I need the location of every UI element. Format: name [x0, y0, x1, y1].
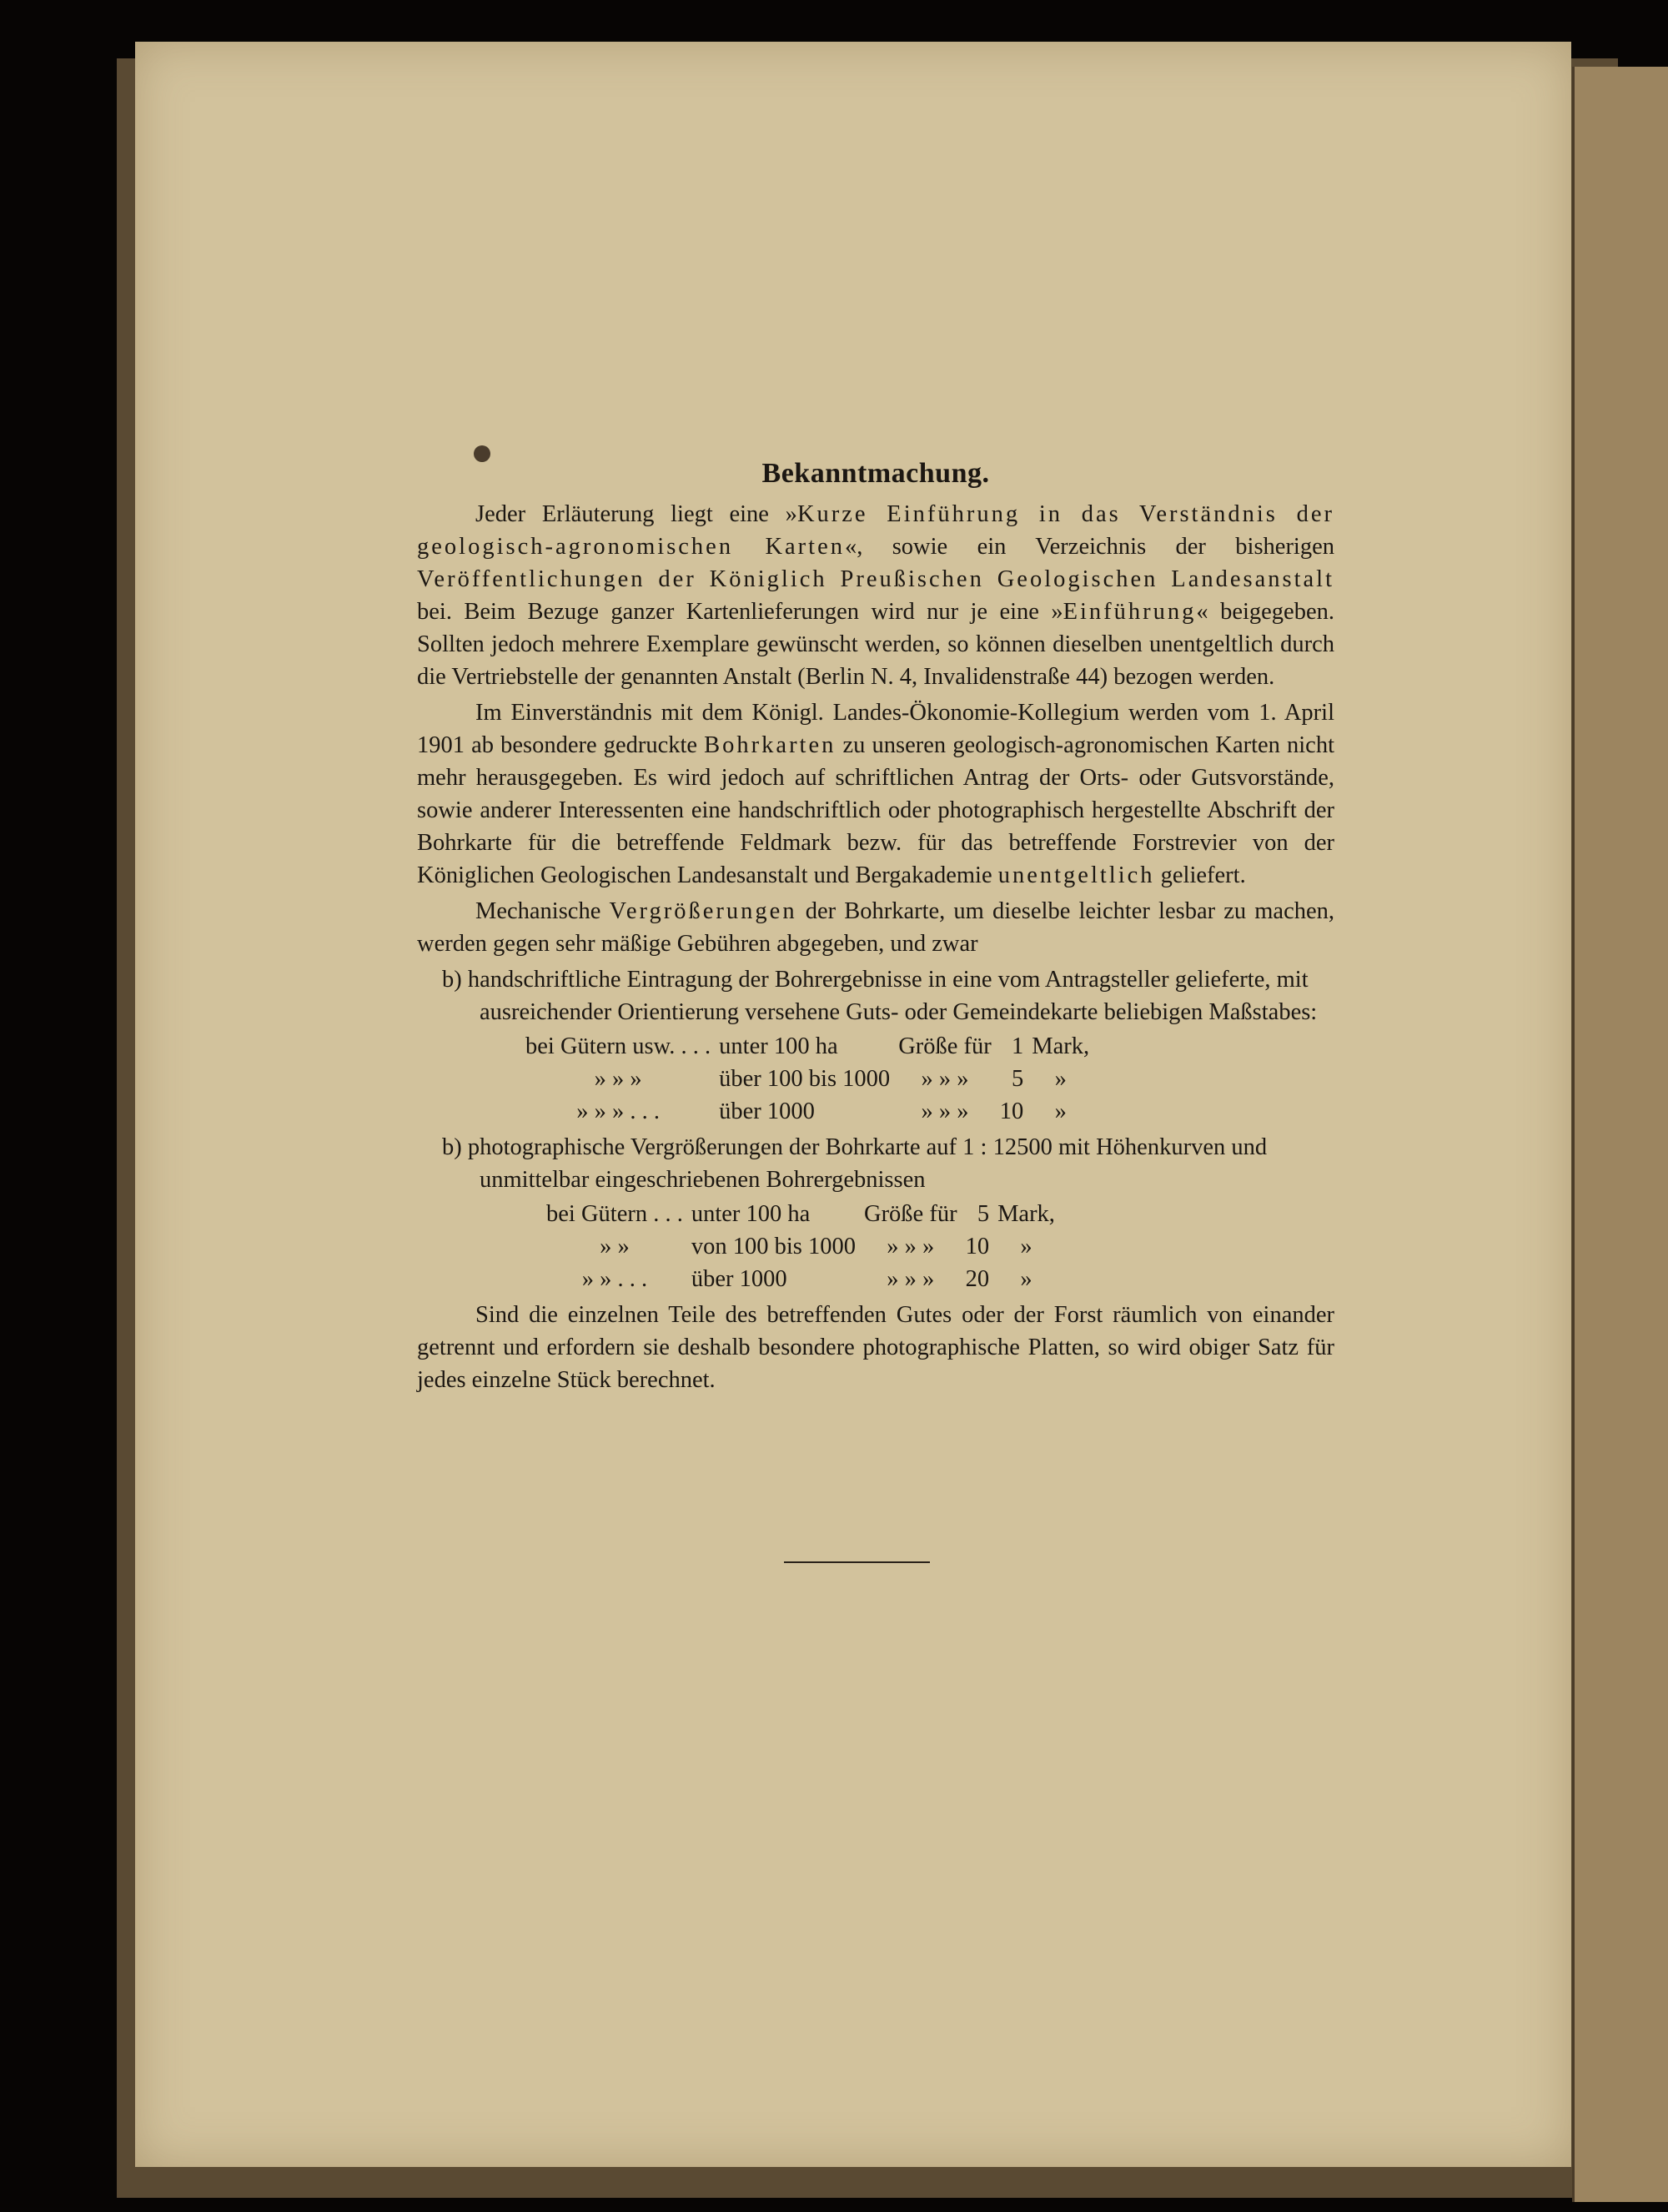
table-cell: 5 — [1012, 1066, 1024, 1092]
closing-rule — [784, 1561, 930, 1563]
price-table-handwritten — [525, 1030, 1098, 1128]
text-run: geliefert. — [1154, 862, 1246, 888]
table-cell: » » . . . — [581, 1266, 648, 1292]
table-cell: » — [1054, 1098, 1067, 1124]
price-table-photographic — [546, 1198, 1063, 1295]
item-label: b) — [442, 967, 462, 993]
spaced-text: unentgeltlich — [997, 862, 1155, 888]
table-cell: » — [1020, 1234, 1032, 1259]
table-row — [546, 1230, 1063, 1263]
item-text: handschriftliche Eintragung der Bohrergebnisse in eine vom Antragsteller gelieferte, mit ausreichender Orientierung versehene Guts- oder Gemeindekarte beliebigen Maßstabes: — [467, 967, 1318, 1025]
table-row — [525, 1063, 1098, 1095]
item-label: b) — [442, 1134, 462, 1160]
page-title: Bekanntmachung. — [761, 458, 990, 489]
table-cell: bei Gütern . . . — [546, 1201, 683, 1227]
table-cell: 1 — [1012, 1033, 1024, 1059]
text-run: der Bohrkarte, um dieselbe leichter lesbar zu machen, werden gegen sehr mäßige Gebühren abgegeben, und zwar — [417, 898, 1334, 957]
text-run: Jeder Erläuterung liegt eine » — [475, 501, 797, 527]
table-cell: » » » — [921, 1098, 969, 1124]
table-cell: Größe für — [898, 1033, 992, 1059]
spaced-text: Kurze Einführung in das Verständnis der geologisch-agronomischen Karten — [417, 501, 1335, 560]
table-cell: 5 — [977, 1201, 990, 1227]
text-run: « beigegeben. Sollten jedoch mehrere Exemplare gewünscht werden, so können dieselben unentgeltlich durch die Vertriebstelle der genannten Anstalt (Berlin N. 4, Invalidenstraße 44) bezogen werden. — [417, 599, 1334, 690]
paragraph-1 — [417, 498, 1334, 693]
adjacent-page-edge — [1572, 67, 1668, 2202]
table-cell: 10 — [965, 1234, 990, 1259]
text-run: zu unseren geologisch-agronomischen Karten nicht mehr herausgegeben. Es wird jedoch auf schriftlichen Antrag der Orts- oder Gutsvorstände, sowie anderer Interessenten eine handschriftlich oder photographisch hergestellte Abschrift der Bohrkarte für die betreffende Feldmark bezw. für das betreffende Forstrevier von der Königlichen Geologischen Landesanstalt und Bergakademie — [417, 732, 1334, 888]
spaced-text: Vergrößerungen — [609, 898, 797, 924]
text-run: bei. Beim Bezuge ganzer Kartenlieferungen wird nur je eine » — [417, 599, 1063, 625]
table-cell: unter 100 ha — [719, 1033, 838, 1059]
text-run: Mechanische — [475, 898, 610, 924]
table-row — [525, 1095, 1098, 1128]
list-item-photographic — [442, 1131, 1334, 1196]
table-cell: » — [1020, 1266, 1032, 1292]
text-run: Im Einverständnis mit dem Königl. Landes-Ökonomie-Kollegium werden vom 1. April 1901 ab besondere gedruckte — [417, 700, 1334, 758]
table-cell: » — [1054, 1066, 1067, 1092]
table-cell: 20 — [965, 1266, 990, 1292]
table-cell: » » — [600, 1234, 630, 1259]
table-cell: bei Gütern usw. . . . — [525, 1033, 711, 1059]
table-cell: » » » . . . — [576, 1098, 660, 1124]
item-text: photographische Vergrößerungen der Bohrkarte auf 1 : 12500 mit Höhenkurven und unmittelbar eingeschriebenen Bohrergebnissen — [467, 1134, 1268, 1193]
table-cell: Mark, — [1032, 1033, 1090, 1059]
table-cell: von 100 bis 1000 — [691, 1234, 856, 1259]
table-row — [546, 1198, 1063, 1230]
table-cell: über 1000 — [719, 1098, 815, 1124]
document-body — [417, 457, 1334, 1400]
table-cell: über 100 bis 1000 — [719, 1066, 891, 1092]
table-row — [546, 1263, 1063, 1295]
table-cell: 10 — [999, 1098, 1024, 1124]
table-cell: » » » — [887, 1266, 935, 1292]
table-row — [525, 1030, 1098, 1063]
paragraph-3 — [417, 895, 1334, 960]
table-cell: » » » — [921, 1066, 969, 1092]
text-run: «, sowie ein Verzeichnis der bisherigen — [844, 534, 1334, 560]
spaced-text: Bohrkarten — [704, 732, 837, 758]
paragraph-4: Sind die einzelnen Teile des betreffenden Gutes oder der Forst räumlich von einander getrennt und erfordern sie deshalb besondere photographische Platten, so wird obiger Satz für jedes einzelne Stück berechnet. — [417, 1302, 1334, 1393]
spaced-text: Veröffentlichungen der Königlich Preußischen Geologischen Landesanstalt — [417, 566, 1334, 592]
paragraph-2 — [417, 696, 1334, 892]
table-cell: Mark, — [997, 1201, 1055, 1227]
table-cell: » » » — [887, 1234, 935, 1259]
list-item-handwritten — [442, 963, 1334, 1028]
table-cell: Größe für — [863, 1201, 957, 1227]
spaced-text: Einführung — [1063, 599, 1197, 625]
table-cell: » » » — [594, 1066, 642, 1092]
table-cell: über 1000 — [691, 1266, 787, 1292]
table-cell: unter 100 ha — [691, 1201, 811, 1227]
